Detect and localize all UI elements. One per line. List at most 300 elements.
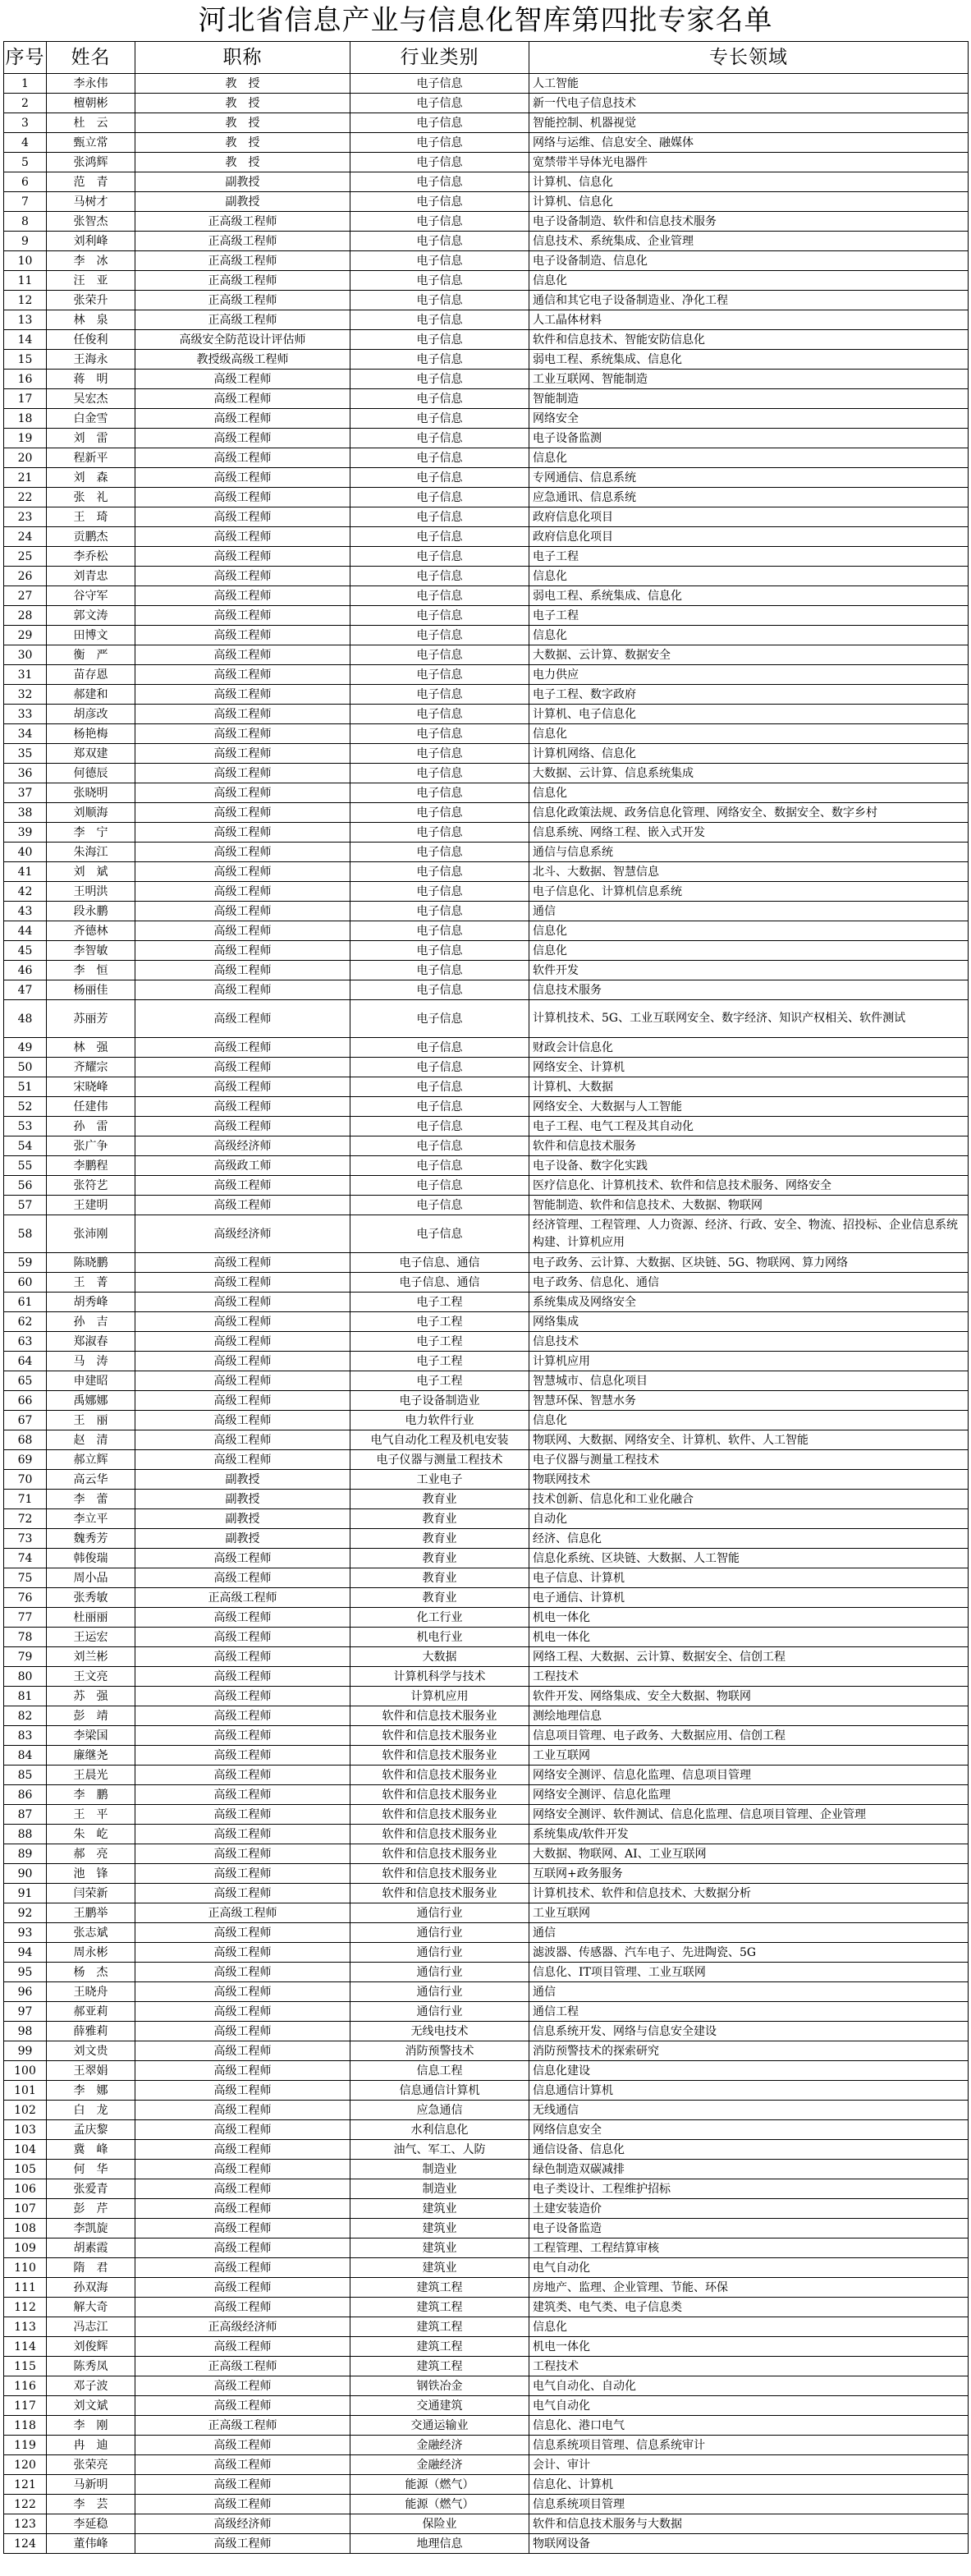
cell-title: 高级工程师 (135, 862, 350, 882)
cell-specialty: 物联网技术 (529, 1470, 969, 1490)
cell-title: 高级工程师 (135, 626, 350, 645)
cell-specialty: 建筑类、电气类、电子信息类 (529, 2298, 969, 2317)
cell-specialty: 电气自动化、自动化 (529, 2376, 969, 2396)
table-row (4, 172, 969, 192)
cell-specialty: 电子信息化、计算机信息系统 (529, 882, 969, 902)
cell-industry: 建筑工程 (350, 2298, 529, 2317)
table-row (4, 1588, 969, 1608)
cell-industry: 建筑工程 (350, 2337, 529, 2357)
cell-name: 马新明 (47, 2475, 135, 2495)
cell-title: 高级工程师 (135, 2081, 350, 2101)
cell-industry: 工业电子 (350, 1470, 529, 1490)
cell-name: 刘青忠 (47, 567, 135, 586)
table-row (4, 1805, 969, 1825)
cell-industry: 电子信息 (350, 1156, 529, 1176)
cell-specialty: 通信 (529, 1982, 969, 2002)
table-row (4, 744, 969, 764)
table-row (4, 1864, 969, 1884)
cell-no: 55 (4, 1156, 47, 1176)
cell-industry: 软件和信息技术服务业 (350, 1746, 529, 1766)
cell-specialty: 弱电工程、系统集成、信息化 (529, 586, 969, 606)
cell-industry: 电子工程 (350, 1332, 529, 1352)
cell-industry: 电子信息 (350, 291, 529, 310)
cell-name: 韩俊瑞 (47, 1549, 135, 1568)
cell-industry: 电子信息 (350, 232, 529, 251)
cell-specialty: 新一代电子信息技术 (529, 94, 969, 113)
cell-industry: 教育业 (350, 1529, 529, 1549)
cell-specialty: 大数据、云计算、数据安全 (529, 645, 969, 665)
cell-industry: 电子信息 (350, 409, 529, 429)
cell-specialty: 信息化 (529, 626, 969, 645)
cell-name: 刘 森 (47, 468, 135, 488)
cell-specialty: 网络安全 (529, 409, 969, 429)
cell-name: 胡彦改 (47, 705, 135, 724)
cell-title: 副教授 (135, 1529, 350, 1549)
cell-no: 26 (4, 567, 47, 586)
cell-title: 高级工程师 (135, 2179, 350, 2199)
cell-specialty: 计算机、信息化 (529, 192, 969, 212)
cell-title: 副教授 (135, 172, 350, 192)
cell-industry: 电子信息 (350, 961, 529, 980)
cell-industry: 电子信息 (350, 685, 529, 705)
cell-industry: 电子信息 (350, 488, 529, 507)
cell-title: 高级工程师 (135, 2140, 350, 2160)
cell-industry: 电子信息 (350, 192, 529, 212)
cell-no: 38 (4, 803, 47, 823)
cell-no: 50 (4, 1058, 47, 1077)
cell-industry: 电子信息 (350, 330, 529, 350)
cell-name: 齐德林 (47, 921, 135, 941)
cell-name: 张爱青 (47, 2179, 135, 2199)
cell-specialty: 系统集成及网络安全 (529, 1293, 969, 1312)
cell-industry: 通信行业 (350, 2002, 529, 2022)
cell-name: 王晨光 (47, 1766, 135, 1785)
cell-industry: 能源（燃气） (350, 2495, 529, 2514)
cell-specialty: 互联网+政务服务 (529, 1864, 969, 1884)
cell-no: 121 (4, 2475, 47, 2495)
cell-name: 杨 杰 (47, 1963, 135, 1982)
table-row (4, 2495, 969, 2514)
cell-industry: 大数据 (350, 1647, 529, 1667)
cell-no: 78 (4, 1628, 47, 1647)
table-row (4, 2239, 969, 2258)
cell-title: 高级工程师 (135, 921, 350, 941)
table-row (4, 1136, 969, 1156)
cell-name: 杨艳梅 (47, 724, 135, 744)
cell-specialty: 计算机技术、5G、工业互联网安全、数字经济、知识产权相关、软件测试 (529, 1000, 969, 1038)
cell-industry: 软件和信息技术服务业 (350, 1884, 529, 1903)
cell-specialty: 物联网设备 (529, 2534, 969, 2554)
cell-no: 82 (4, 1706, 47, 1726)
table-row (4, 980, 969, 1000)
cell-no: 71 (4, 1490, 47, 1509)
cell-title: 高级工程师 (135, 1077, 350, 1097)
table-row (4, 507, 969, 527)
cell-name: 李 芸 (47, 2495, 135, 2514)
cell-title: 高级工程师 (135, 2278, 350, 2298)
cell-title: 正高级工程师 (135, 212, 350, 232)
cell-no: 44 (4, 921, 47, 941)
table-row (4, 862, 969, 882)
cell-name: 张广争 (47, 1136, 135, 1156)
table-row (4, 2101, 969, 2120)
cell-name: 李梁国 (47, 1726, 135, 1746)
cell-title: 正高级工程师 (135, 310, 350, 330)
cell-title: 高级工程师 (135, 1117, 350, 1136)
cell-specialty: 智能控制、机器视觉 (529, 113, 969, 133)
cell-title: 高级工程师 (135, 882, 350, 902)
cell-name: 甄立常 (47, 133, 135, 153)
cell-no: 112 (4, 2298, 47, 2317)
cell-specialty: 绿色制造双碳减排 (529, 2160, 969, 2179)
cell-industry: 电子信息 (350, 310, 529, 330)
table-row (4, 1785, 969, 1805)
table-row (4, 488, 969, 507)
cell-industry: 教育业 (350, 1549, 529, 1568)
cell-title: 副教授 (135, 1470, 350, 1490)
table-row (4, 803, 969, 823)
cell-name: 刘 雷 (47, 429, 135, 448)
cell-title: 高级工程师 (135, 1097, 350, 1117)
table-row (4, 1529, 969, 1549)
cell-title: 高级工程师 (135, 2376, 350, 2396)
cell-specialty: 电子设备制造、信息化 (529, 251, 969, 271)
cell-specialty: 通信 (529, 902, 969, 921)
cell-no: 76 (4, 1588, 47, 1608)
cell-no: 67 (4, 1411, 47, 1430)
cell-no: 84 (4, 1746, 47, 1766)
cell-industry: 电子信息、通信 (350, 1253, 529, 1273)
cell-title: 高级工程师 (135, 1982, 350, 2002)
cell-specialty: 通信和其它电子设备制造业、净化工程 (529, 291, 969, 310)
table-row (4, 1509, 969, 1529)
table-row (4, 1982, 969, 2002)
table-row (4, 153, 969, 172)
cell-specialty: 专网通信、信息系统 (529, 468, 969, 488)
cell-no: 13 (4, 310, 47, 330)
cell-title: 正高级工程师 (135, 1903, 350, 1923)
cell-no: 12 (4, 291, 47, 310)
cell-title: 高级工程师 (135, 1273, 350, 1293)
cell-no: 2 (4, 94, 47, 113)
cell-industry: 建筑业 (350, 2258, 529, 2278)
cell-industry: 软件和信息技术服务业 (350, 1805, 529, 1825)
cell-title: 高级工程师 (135, 705, 350, 724)
cell-title: 高级工程师 (135, 941, 350, 961)
cell-title: 高级工程师 (135, 409, 350, 429)
cell-industry: 通信行业 (350, 1943, 529, 1963)
cell-title: 高级工程师 (135, 1825, 350, 1844)
cell-no: 8 (4, 212, 47, 232)
cell-name: 刘 斌 (47, 862, 135, 882)
cell-specialty: 测绘地理信息 (529, 1706, 969, 1726)
cell-no: 35 (4, 744, 47, 764)
cell-title: 高级工程师 (135, 2298, 350, 2317)
cell-specialty: 自动化 (529, 1509, 969, 1529)
cell-no: 66 (4, 1391, 47, 1411)
cell-specialty: 通信设备、信息化 (529, 2140, 969, 2160)
table-row (4, 2436, 969, 2455)
cell-name: 邓子波 (47, 2376, 135, 2396)
cell-name: 刘兰彬 (47, 1647, 135, 1667)
cell-title: 高级工程师 (135, 843, 350, 862)
table-row (4, 113, 969, 133)
cell-title: 高级工程师 (135, 2396, 350, 2416)
cell-title: 高级工程师 (135, 1391, 350, 1411)
cell-industry: 电子信息 (350, 606, 529, 626)
cell-name: 苗存恩 (47, 665, 135, 685)
table-row (4, 2455, 969, 2475)
table-row (4, 2376, 969, 2396)
cell-no: 23 (4, 507, 47, 527)
cell-title: 高级工程师 (135, 448, 350, 468)
cell-specialty: 信息化政策法规、政务信息化管理、网络安全、数据安全、数字乡村 (529, 803, 969, 823)
cell-industry: 电子信息 (350, 1176, 529, 1196)
cell-name: 周小品 (47, 1568, 135, 1588)
cell-specialty: 网络安全、计算机 (529, 1058, 969, 1077)
cell-title: 高级工程师 (135, 1628, 350, 1647)
cell-title: 副教授 (135, 1490, 350, 1509)
table-row (4, 1038, 969, 1058)
cell-name: 田博文 (47, 626, 135, 645)
table-row (4, 271, 969, 291)
cell-name: 朱海江 (47, 843, 135, 862)
cell-industry: 通信行业 (350, 1963, 529, 1982)
cell-name: 孟庆黎 (47, 2120, 135, 2140)
cell-specialty: 信息化 (529, 271, 969, 291)
cell-name: 廉继尧 (47, 1746, 135, 1766)
cell-title: 正高级工程师 (135, 271, 350, 291)
cell-name: 李立平 (47, 1509, 135, 1529)
cell-name: 张荣亮 (47, 2455, 135, 2475)
cell-title: 高级工程师 (135, 488, 350, 507)
cell-no: 90 (4, 1864, 47, 1884)
table-row (4, 1332, 969, 1352)
cell-name: 白金雪 (47, 409, 135, 429)
cell-specialty: 电子通信、计算机 (529, 1588, 969, 1608)
cell-industry: 软件和信息技术服务业 (350, 1726, 529, 1746)
cell-industry: 电子信息 (350, 705, 529, 724)
cell-name: 林 强 (47, 1038, 135, 1058)
cell-name: 苏丽芳 (47, 1000, 135, 1038)
cell-specialty: 信息化 (529, 783, 969, 803)
cell-name: 刘顺海 (47, 803, 135, 823)
cell-name: 谷守军 (47, 586, 135, 606)
cell-title: 高级工程师 (135, 527, 350, 547)
cell-no: 70 (4, 1470, 47, 1490)
cell-specialty: 消防预警技术的探索研究 (529, 2041, 969, 2061)
cell-industry: 电子信息 (350, 724, 529, 744)
cell-title: 高级工程师 (135, 823, 350, 843)
cell-title: 高级工程师 (135, 2495, 350, 2514)
table-row (4, 2475, 969, 2495)
table-row (4, 882, 969, 902)
cell-title: 副教授 (135, 192, 350, 212)
cell-specialty: 机电一体化 (529, 1628, 969, 1647)
cell-name: 张沛刚 (47, 1215, 135, 1253)
cell-title: 正高级工程师 (135, 291, 350, 310)
cell-title: 高级经济师 (135, 1215, 350, 1253)
cell-specialty: 电子政务、信息化、通信 (529, 1273, 969, 1293)
header-title: 职称 (135, 42, 350, 74)
cell-no: 119 (4, 2436, 47, 2455)
cell-name: 郝立辉 (47, 1450, 135, 1470)
table-row (4, 921, 969, 941)
cell-name: 王 平 (47, 1805, 135, 1825)
table-row (4, 1667, 969, 1687)
table-row (4, 783, 969, 803)
cell-specialty: 计算机应用 (529, 1352, 969, 1371)
cell-no: 24 (4, 527, 47, 547)
cell-specialty: 弱电工程、系统集成、信息化 (529, 350, 969, 370)
cell-name: 孙 吉 (47, 1312, 135, 1332)
cell-title: 高级工程师 (135, 1253, 350, 1273)
cell-specialty: 应急通讯、信息系统 (529, 488, 969, 507)
cell-specialty: 计算机、大数据 (529, 1077, 969, 1097)
cell-name: 王鹏举 (47, 1903, 135, 1923)
cell-specialty: 网络安全测评、软件测试、信息化监理、信息项目管理、企业管理 (529, 1805, 969, 1825)
cell-name: 王 琦 (47, 507, 135, 527)
table-row (4, 133, 969, 153)
cell-industry: 电子信息 (350, 1077, 529, 1097)
cell-name: 杜丽丽 (47, 1608, 135, 1628)
table-row (4, 2199, 969, 2219)
cell-name: 马树才 (47, 192, 135, 212)
cell-specialty: 政府信息化项目 (529, 527, 969, 547)
table-row (4, 2416, 969, 2436)
cell-title: 高级工程师 (135, 1549, 350, 1568)
table-row (4, 350, 969, 370)
cell-no: 123 (4, 2514, 47, 2534)
cell-specialty: 工程管理、工程结算审核 (529, 2239, 969, 2258)
cell-specialty: 人工晶体材料 (529, 310, 969, 330)
table-row (4, 2514, 969, 2534)
cell-title: 高级经济师 (135, 1136, 350, 1156)
cell-industry: 电子信息 (350, 389, 529, 409)
cell-no: 97 (4, 2002, 47, 2022)
table-row (4, 1371, 969, 1391)
cell-industry: 教育业 (350, 1568, 529, 1588)
cell-no: 99 (4, 2041, 47, 2061)
cell-industry: 电子信息 (350, 645, 529, 665)
cell-title: 高级工程师 (135, 2041, 350, 2061)
cell-no: 52 (4, 1097, 47, 1117)
cell-no: 57 (4, 1196, 47, 1215)
cell-specialty: 信息技术、系统集成、企业管理 (529, 232, 969, 251)
cell-name: 张晓明 (47, 783, 135, 803)
cell-name: 王海永 (47, 350, 135, 370)
cell-name: 范 青 (47, 172, 135, 192)
cell-title: 高级工程师 (135, 1844, 350, 1864)
table-row (4, 1156, 969, 1176)
cell-name: 刘文贵 (47, 2041, 135, 2061)
table-row (4, 2022, 969, 2041)
cell-industry: 电子信息 (350, 665, 529, 685)
cell-no: 21 (4, 468, 47, 488)
table-row (4, 1549, 969, 1568)
cell-name: 马 涛 (47, 1352, 135, 1371)
cell-title: 高级工程师 (135, 1176, 350, 1196)
cell-name: 陈秀凤 (47, 2357, 135, 2376)
table-row (4, 941, 969, 961)
cell-name: 何德辰 (47, 764, 135, 783)
cell-industry: 电子信息 (350, 764, 529, 783)
cell-title: 高级工程师 (135, 1864, 350, 1884)
cell-title: 正高级工程师 (135, 1588, 350, 1608)
cell-specialty: 软件和信息技术服务与大数据 (529, 2514, 969, 2534)
table-row (4, 192, 969, 212)
cell-no: 59 (4, 1253, 47, 1273)
cell-title: 高级工程师 (135, 2022, 350, 2041)
cell-no: 58 (4, 1215, 47, 1253)
cell-name: 李 蕾 (47, 1490, 135, 1509)
cell-name: 张志斌 (47, 1923, 135, 1943)
cell-industry: 电力软件行业 (350, 1411, 529, 1430)
table-row (4, 685, 969, 705)
cell-specialty: 智慧环保、智慧水务 (529, 1391, 969, 1411)
table-row (4, 764, 969, 783)
cell-no: 68 (4, 1430, 47, 1450)
table-row (4, 2120, 969, 2140)
cell-specialty: 机电一体化 (529, 1608, 969, 1628)
cell-specialty: 宽禁带半导体光电器件 (529, 153, 969, 172)
cell-no: 116 (4, 2376, 47, 2396)
table-row (4, 1117, 969, 1136)
cell-title: 高级工程师 (135, 645, 350, 665)
cell-title: 高级工程师 (135, 2002, 350, 2022)
cell-specialty: 电子工程、电气工程及其自动化 (529, 1117, 969, 1136)
cell-no: 101 (4, 2081, 47, 2101)
cell-name: 郑淑春 (47, 1332, 135, 1352)
table-row (4, 1943, 969, 1963)
header-row (4, 42, 969, 74)
cell-no: 7 (4, 192, 47, 212)
cell-name: 高云华 (47, 1470, 135, 1490)
table-row (4, 2160, 969, 2179)
table-row (4, 567, 969, 586)
cell-specialty: 工业互联网 (529, 1746, 969, 1766)
cell-specialty: 信息系统、网络工程、嵌入式开发 (529, 823, 969, 843)
table-row (4, 961, 969, 980)
cell-no: 11 (4, 271, 47, 291)
cell-specialty: 土建安装造价 (529, 2199, 969, 2219)
cell-industry: 钢铁冶金 (350, 2376, 529, 2396)
cell-industry: 电子信息 (350, 862, 529, 882)
cell-no: 16 (4, 370, 47, 389)
cell-specialty: 信息化、计算机 (529, 2475, 969, 2495)
table-row (4, 586, 969, 606)
table-row (4, 389, 969, 409)
cell-industry: 油气、军工、人防 (350, 2140, 529, 2160)
cell-industry: 电子信息 (350, 547, 529, 567)
cell-industry: 电子信息 (350, 448, 529, 468)
cell-no: 73 (4, 1529, 47, 1549)
cell-no: 62 (4, 1312, 47, 1332)
cell-specialty: 电气自动化 (529, 2258, 969, 2278)
cell-name: 何 华 (47, 2160, 135, 2179)
cell-no: 43 (4, 902, 47, 921)
cell-specialty: 房地产、监理、企业管理、节能、环保 (529, 2278, 969, 2298)
cell-title: 高级工程师 (135, 2160, 350, 2179)
cell-industry: 建筑工程 (350, 2278, 529, 2298)
cell-title: 副教授 (135, 1509, 350, 1529)
table-header (4, 42, 969, 74)
cell-no: 65 (4, 1371, 47, 1391)
cell-no: 31 (4, 665, 47, 685)
table-row (4, 1273, 969, 1293)
cell-industry: 信息通信计算机 (350, 2081, 529, 2101)
table-row (4, 429, 969, 448)
